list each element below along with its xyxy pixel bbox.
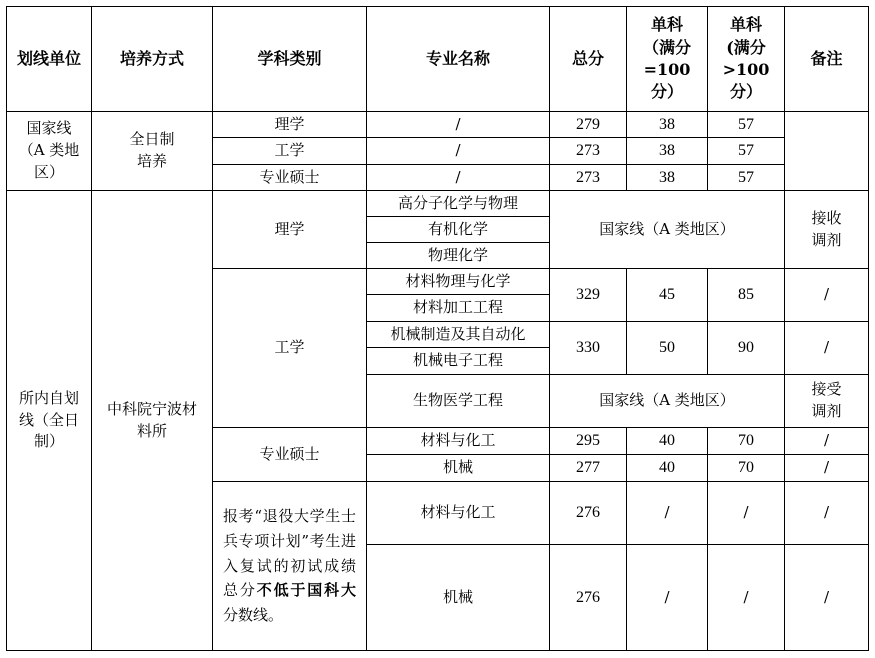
national-single2: 57 xyxy=(708,112,785,138)
science-remark: 接收调剂 xyxy=(785,191,869,269)
institute-mode-cell: 中科院宁波材料所 xyxy=(92,191,213,651)
professional-major: 材料与化工 xyxy=(367,428,550,455)
science-line: 国家线（A 类地区） xyxy=(550,191,785,269)
professional-single1: 40 xyxy=(627,428,708,455)
engineering-total: 330 xyxy=(550,322,627,375)
professional-single1: 40 xyxy=(627,455,708,482)
national-total: 279 xyxy=(550,112,627,138)
engineering-line: 国家线（A 类地区） xyxy=(550,375,785,428)
header-single-subject-100: 单科 （满分 =100 分） xyxy=(627,7,708,112)
admission-score-table xyxy=(6,6,869,651)
engineering-major: 材料物理与化学 xyxy=(367,269,550,295)
veteran-single1: / xyxy=(627,482,708,545)
professional-total: 295 xyxy=(550,428,627,455)
engineering-remark: 接受调剂 xyxy=(785,375,869,428)
engineering-single2: 85 xyxy=(708,269,785,322)
engineering-single1: 45 xyxy=(627,269,708,322)
engineering-total: 329 xyxy=(550,269,627,322)
professional-category: 专业硕士 xyxy=(213,428,367,482)
national-total: 273 xyxy=(550,165,627,191)
veteran-major: 材料与化工 xyxy=(367,482,550,545)
header-category: 学科类别 xyxy=(213,7,367,112)
header-major: 专业名称 xyxy=(367,7,550,112)
veteran-major: 机械 xyxy=(367,545,550,651)
national-unit-cell: 国家线（A 类地区） xyxy=(7,112,92,191)
national-total: 273 xyxy=(550,138,627,165)
veteran-single1: / xyxy=(627,545,708,651)
veteran-note: 报考“退役大学生士兵专项计划”考生进入复试的初试成绩总分不低于国科大分数线。 xyxy=(213,482,367,651)
institute-unit-cell: 所内自划线（全日制） xyxy=(7,191,92,651)
professional-remark: / xyxy=(785,455,869,482)
professional-single2: 70 xyxy=(708,428,785,455)
veteran-total: 276 xyxy=(550,545,627,651)
header-remark: 备注 xyxy=(785,7,869,112)
engineering-major: 材料加工工程 xyxy=(367,295,550,322)
national-single1: 38 xyxy=(627,138,708,165)
veteran-single2: / xyxy=(708,545,785,651)
engineering-major: 生物医学工程 xyxy=(367,375,550,428)
engineering-major: 机械制造及其自动化 xyxy=(367,322,550,348)
veteran-total: 276 xyxy=(550,482,627,545)
header-mode: 培养方式 xyxy=(92,7,213,112)
national-major: / xyxy=(367,138,550,165)
national-remark xyxy=(785,112,869,191)
national-single1: 38 xyxy=(627,112,708,138)
national-category: 工学 xyxy=(213,138,367,165)
national-mode-cell: 全日制培养 xyxy=(92,112,213,191)
veteran-remark: / xyxy=(785,482,869,545)
engineering-remark: / xyxy=(785,322,869,375)
science-major: 物理化学 xyxy=(367,243,550,269)
national-single1: 38 xyxy=(627,165,708,191)
engineering-category: 工学 xyxy=(213,269,367,428)
national-single2: 57 xyxy=(708,165,785,191)
professional-single2: 70 xyxy=(708,455,785,482)
national-category: 理学 xyxy=(213,112,367,138)
header-single-subject-over-100: 单科 (满分 >100 分） xyxy=(708,7,785,112)
national-major: / xyxy=(367,112,550,138)
engineering-major: 机械电子工程 xyxy=(367,348,550,375)
science-major: 高分子化学与物理 xyxy=(367,191,550,217)
header-total: 总分 xyxy=(550,7,627,112)
science-major: 有机化学 xyxy=(367,217,550,243)
engineering-remark: / xyxy=(785,269,869,322)
header-unit: 划线单位 xyxy=(7,7,92,112)
science-category: 理学 xyxy=(213,191,367,269)
professional-major: 机械 xyxy=(367,455,550,482)
engineering-single1: 50 xyxy=(627,322,708,375)
engineering-single2: 90 xyxy=(708,322,785,375)
national-major: / xyxy=(367,165,550,191)
professional-total: 277 xyxy=(550,455,627,482)
national-category: 专业硕士 xyxy=(213,165,367,191)
veteran-single2: / xyxy=(708,482,785,545)
veteran-remark: / xyxy=(785,545,869,651)
professional-remark: / xyxy=(785,428,869,455)
national-single2: 57 xyxy=(708,138,785,165)
